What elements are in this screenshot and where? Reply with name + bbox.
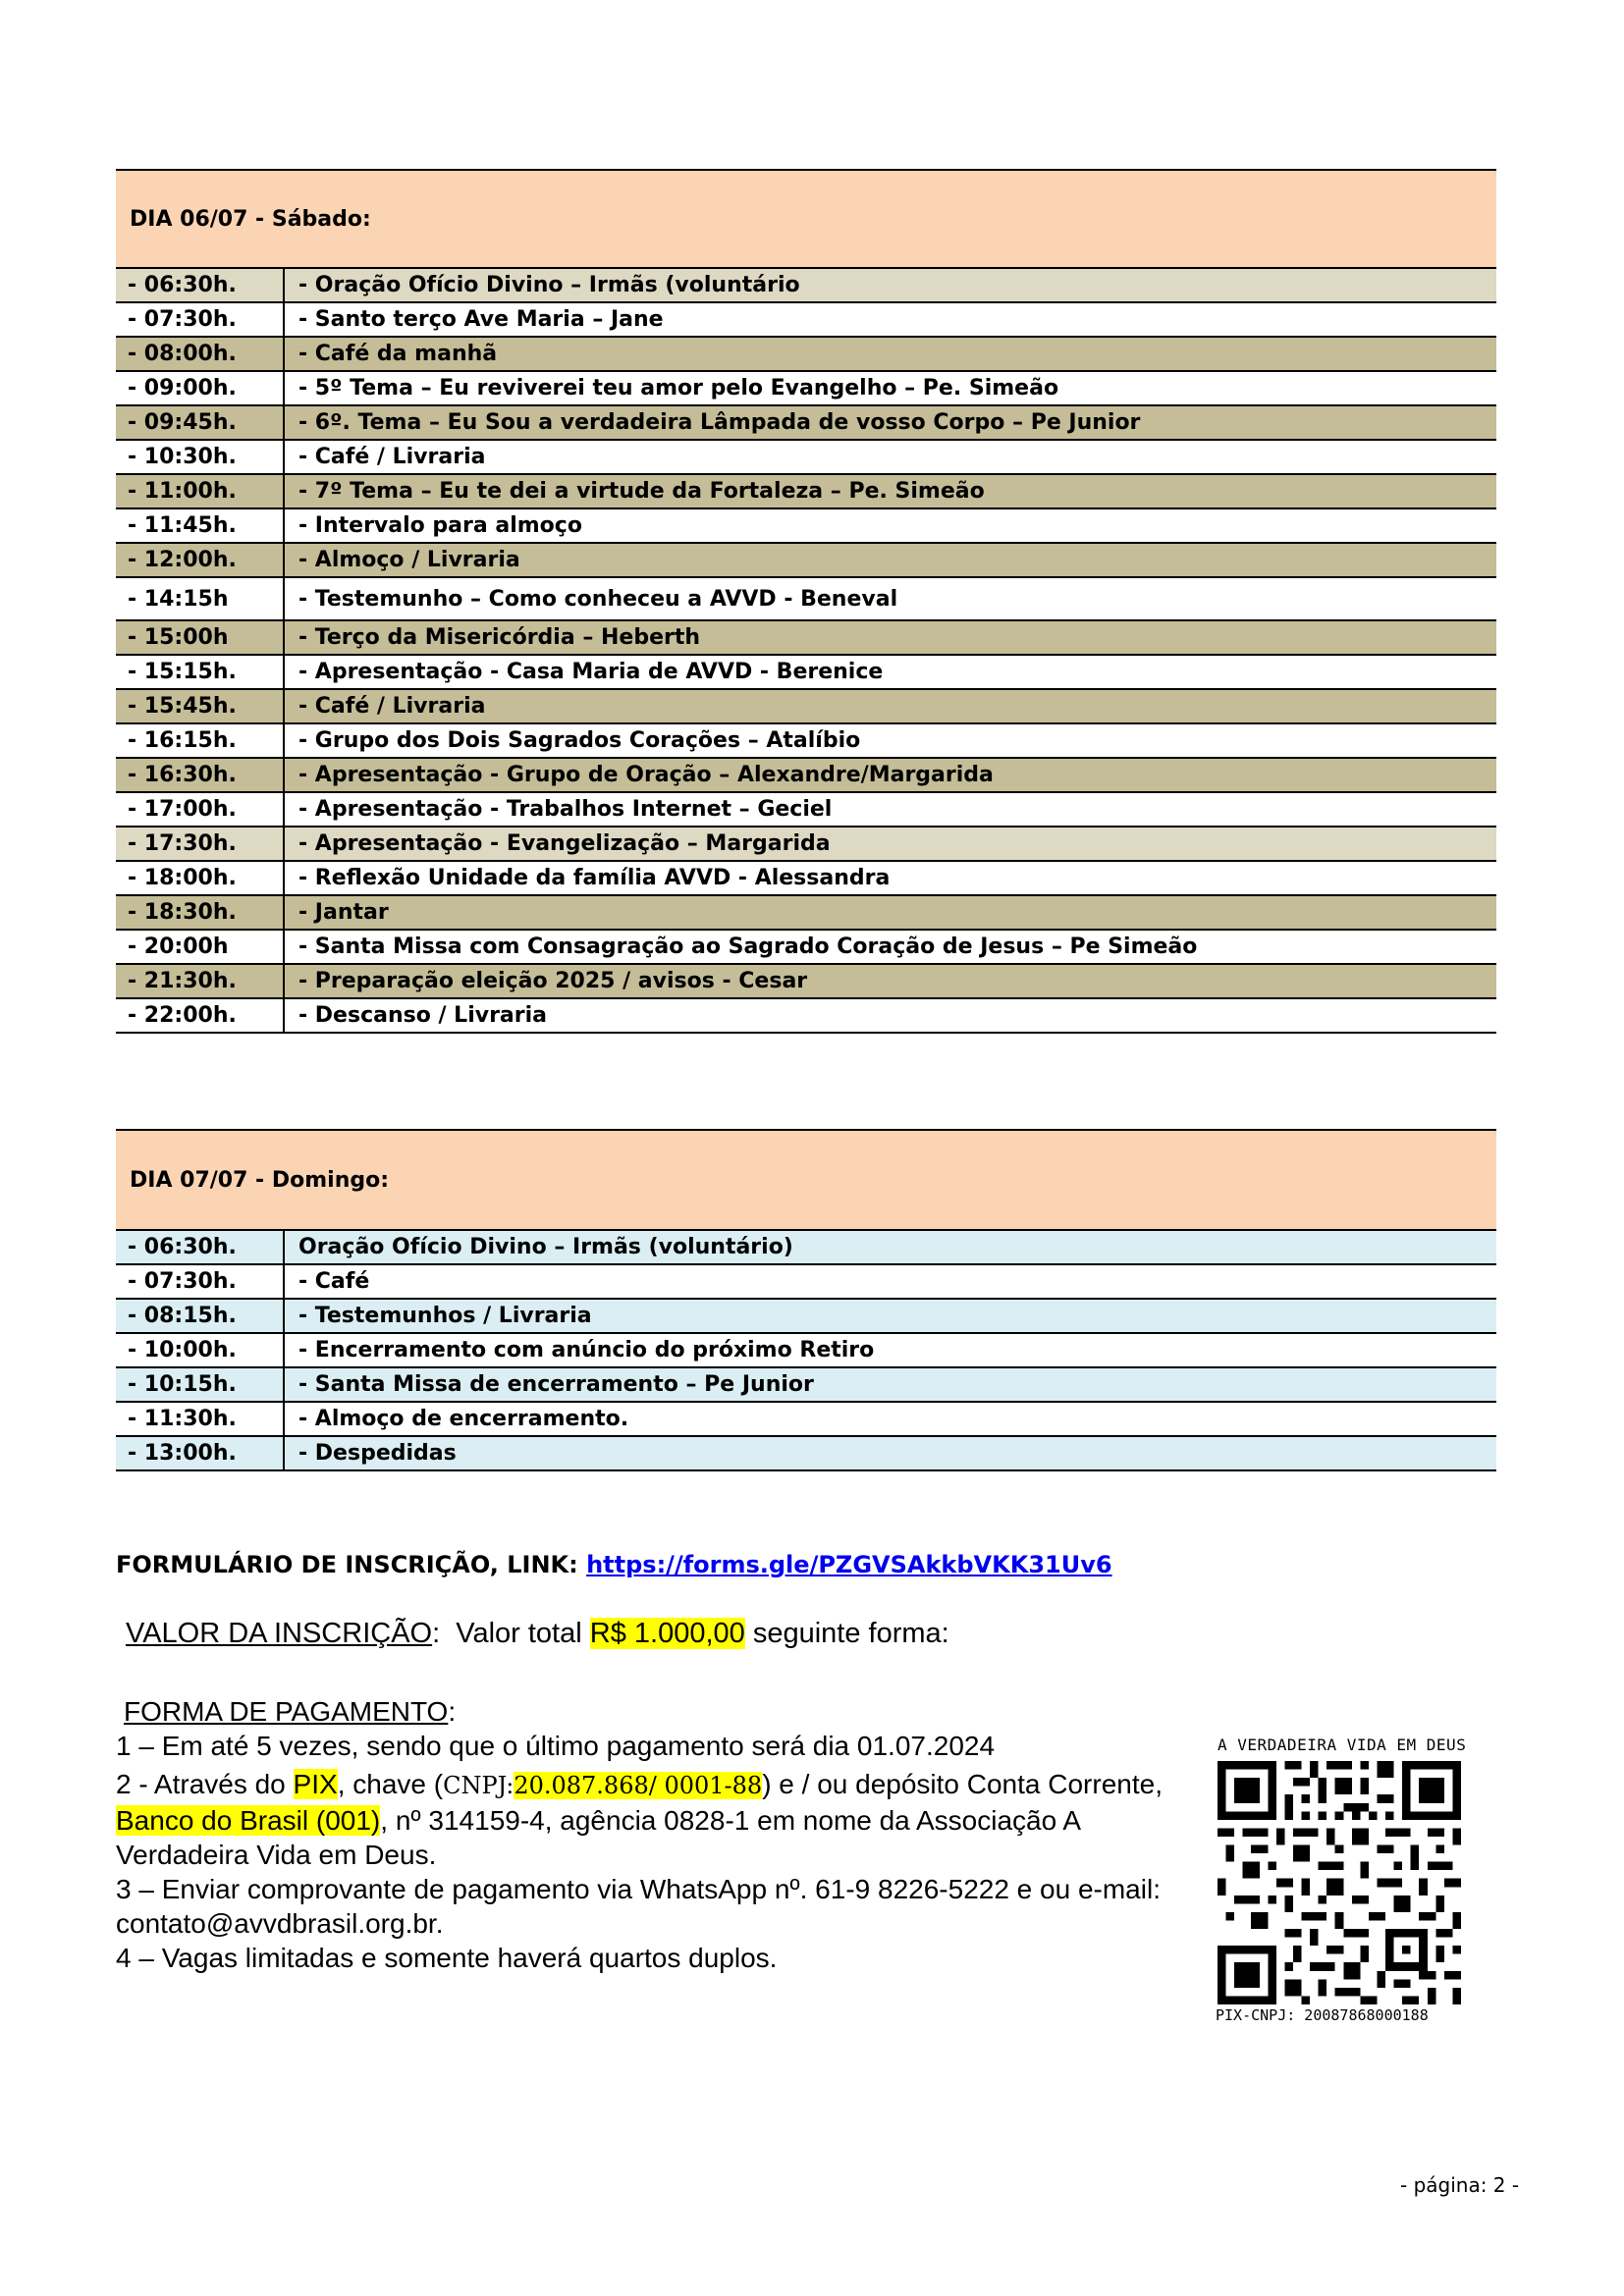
activity-cell: - Descanso / Livraria [284, 998, 1496, 1033]
time-cell: - 20:00h [116, 930, 284, 964]
activity-cell: - Terço da Misericórdia – Heberth [284, 620, 1496, 655]
activity-cell: - Café [284, 1264, 1496, 1299]
table-row [116, 508, 1496, 543]
activity-cell: - Apresentação - Trabalhos Internet – Geciel [284, 792, 1496, 827]
time-cell: - 16:15h. [116, 723, 284, 758]
activity-cell: - Almoço / Livraria [284, 543, 1496, 577]
table-row [116, 1230, 1496, 1264]
table-row [116, 655, 1496, 689]
activity-cell: - Encerramento com anúncio do próximo Retiro [284, 1333, 1496, 1367]
table-row [116, 930, 1496, 964]
page-number: - página: 2 - [1400, 2173, 1520, 2197]
activity-cell: - Café / Livraria [284, 440, 1496, 474]
activity-cell: - Santa Missa com Consagração ao Sagrado Coração de Jesus – Pe Simeão [284, 930, 1496, 964]
table-row [116, 1436, 1496, 1470]
table-row [116, 405, 1496, 440]
table-row [116, 371, 1496, 405]
table-row [116, 758, 1496, 792]
activity-cell: - Santa Missa de encerramento – Pe Junior [284, 1367, 1496, 1402]
activity-cell: - Santo terço Ave Maria – Jane [284, 302, 1496, 337]
table-row [116, 440, 1496, 474]
activity-cell: - Grupo dos Dois Sagrados Corações – Atalíbio [284, 723, 1496, 758]
payment-item-2 [116, 1767, 1186, 1872]
time-cell: - 15:00h [116, 620, 284, 655]
activity-cell: - Despedidas [284, 1436, 1496, 1470]
item2-part-d: , nº 314159-4, agência 0828-1 em nome da Associação A Verdadeira Vida em Deus. [116, 1805, 1080, 1870]
item2-part-b: , chave ( [337, 1769, 444, 1799]
activity-cell: - Almoço de encerramento. [284, 1402, 1496, 1436]
activity-cell: - Apresentação - Grupo de Oração – Alexandre/Margarida [284, 758, 1496, 792]
pix-highlight: PIX [293, 1769, 338, 1799]
table-row [116, 1402, 1496, 1436]
time-cell: - 17:30h. [116, 827, 284, 861]
payment-item-4: 4 – Vagas limitadas e somente haverá quartos duplos. [116, 1943, 778, 1973]
saturday-title: DIA 06/07 - Sábado: [130, 206, 371, 232]
payment-section [116, 1694, 1186, 1975]
payment-title: FORMA DE PAGAMENTO [124, 1696, 449, 1727]
sunday-title: DIA 07/07 - Domingo: [130, 1167, 390, 1193]
time-cell: - 11:45h. [116, 508, 284, 543]
activity-cell: - 7º Tema – Eu te dei a virtude da Fortaleza – Pe. Simeão [284, 474, 1496, 508]
time-cell: - 12:00h. [116, 543, 284, 577]
time-cell: - 13:00h. [116, 1436, 284, 1470]
payment-item-1: 1 – Em até 5 vezes, sendo que o último pagamento será dia 01.07.2024 [116, 1731, 996, 1761]
time-cell: - 11:30h. [116, 1402, 284, 1436]
table-row [116, 577, 1496, 620]
table-row [116, 723, 1496, 758]
activity-cell: - Apresentação - Evangelização – Margarida [284, 827, 1496, 861]
time-cell: - 18:00h. [116, 861, 284, 895]
time-cell: - 07:30h. [116, 1264, 284, 1299]
table-row [116, 792, 1496, 827]
table-row [116, 543, 1496, 577]
time-cell: - 06:30h. [116, 268, 284, 302]
time-cell: - 08:00h. [116, 337, 284, 371]
activity-cell: Oração Ofício Divino – Irmãs (voluntário) [284, 1230, 1496, 1264]
time-cell: - 09:45h. [116, 405, 284, 440]
registration-value [126, 1618, 949, 1650]
activity-cell: - 5º Tema – Eu reviverei teu amor pelo Evangelho – Pe. Simeão [284, 371, 1496, 405]
registration-form-line [116, 1551, 1112, 1578]
bank-highlight: Banco do Brasil (001) [116, 1805, 381, 1836]
qr-code-icon [1218, 1761, 1461, 2004]
activity-cell: - Apresentação - Casa Maria de AVVD - Berenice [284, 655, 1496, 689]
activity-cell: - Café da manhã [284, 337, 1496, 371]
item2-part-a: 2 - Através do [116, 1769, 294, 1799]
item2-part-c: ) e / ou depósito Conta Corrente, [762, 1769, 1163, 1799]
time-cell: - 15:45h. [116, 689, 284, 723]
sunday-schedule [116, 1129, 1496, 1471]
valor-label: VALOR DA INSCRIÇÃO [126, 1618, 433, 1649]
table-row [116, 302, 1496, 337]
activity-cell: - Jantar [284, 895, 1496, 930]
table-row [116, 337, 1496, 371]
valor-text-2: seguinte forma: [744, 1618, 949, 1649]
activity-cell: - Café / Livraria [284, 689, 1496, 723]
time-cell: - 18:30h. [116, 895, 284, 930]
sunday-header [116, 1130, 1496, 1230]
payment-item-3: 3 – Enviar comprovante de pagamento via WhatsApp nº. 61-9 8226-5222 e ou e-mail: contato@avvdbrasil.org.br. [116, 1874, 1161, 1939]
valor-colon: : [432, 1618, 441, 1649]
table-row [116, 827, 1496, 861]
valor-text-1: Valor total [440, 1618, 590, 1649]
activity-cell: - Reflexão Unidade da família AVVD - Alessandra [284, 861, 1496, 895]
table-row [116, 1264, 1496, 1299]
activity-cell: - 6º. Tema – Eu Sou a verdadeira Lâmpada de vosso Corpo – Pe Junior [284, 405, 1496, 440]
activity-cell: - Testemunho – Como conheceu a AVVD - Beneval [284, 577, 1496, 620]
time-cell: - 07:30h. [116, 302, 284, 337]
time-cell: - 15:15h. [116, 655, 284, 689]
activity-cell: - Intervalo para almoço [284, 508, 1496, 543]
time-cell: - 10:00h. [116, 1333, 284, 1367]
table-row [116, 861, 1496, 895]
form-link[interactable]: https://forms.gle/PZGVSAkkbVKK31Uv6 [586, 1551, 1112, 1578]
table-row [116, 998, 1496, 1033]
time-cell: - 11:00h. [116, 474, 284, 508]
table-row [116, 620, 1496, 655]
saturday-schedule [116, 169, 1496, 1034]
cnpj-label: CNPJ: [443, 1772, 514, 1799]
saturday-header [116, 170, 1496, 268]
activity-cell: - Preparação eleição 2025 / avisos - Cesar [284, 964, 1496, 998]
time-cell: - 06:30h. [116, 1230, 284, 1264]
time-cell: - 08:15h. [116, 1299, 284, 1333]
table-row [116, 1367, 1496, 1402]
table-row [116, 474, 1496, 508]
table-row [116, 1333, 1496, 1367]
time-cell: - 22:00h. [116, 998, 284, 1033]
time-cell: - 10:30h. [116, 440, 284, 474]
form-label: FORMULÁRIO DE INSCRIÇÃO, LINK: [116, 1551, 587, 1578]
payment-title-line [116, 1694, 1186, 1729]
table-row [116, 895, 1496, 930]
time-cell: - 17:00h. [116, 792, 284, 827]
table-row [116, 268, 1496, 302]
qr-top-label: A VERDADEIRA VIDA EM DEUS [1218, 1735, 1467, 1754]
time-cell: - 21:30h. [116, 964, 284, 998]
activity-cell: - Testemunhos / Livraria [284, 1299, 1496, 1333]
cnpj-value: 20.087.868/ 0001-88 [514, 1772, 763, 1799]
valor-amount: R$ 1.000,00 [589, 1618, 745, 1649]
table-row [116, 689, 1496, 723]
time-cell: - 10:15h. [116, 1367, 284, 1402]
payment-colon: : [448, 1696, 457, 1727]
time-cell: - 14:15h [116, 577, 284, 620]
time-cell: - 16:30h. [116, 758, 284, 792]
activity-cell: - Oração Ofício Divino – Irmãs (voluntário [284, 268, 1496, 302]
table-row [116, 1299, 1496, 1333]
qr-bottom-label: PIX-CNPJ: 20087868000188 [1216, 2006, 1429, 2024]
time-cell: - 09:00h. [116, 371, 284, 405]
table-row [116, 964, 1496, 998]
